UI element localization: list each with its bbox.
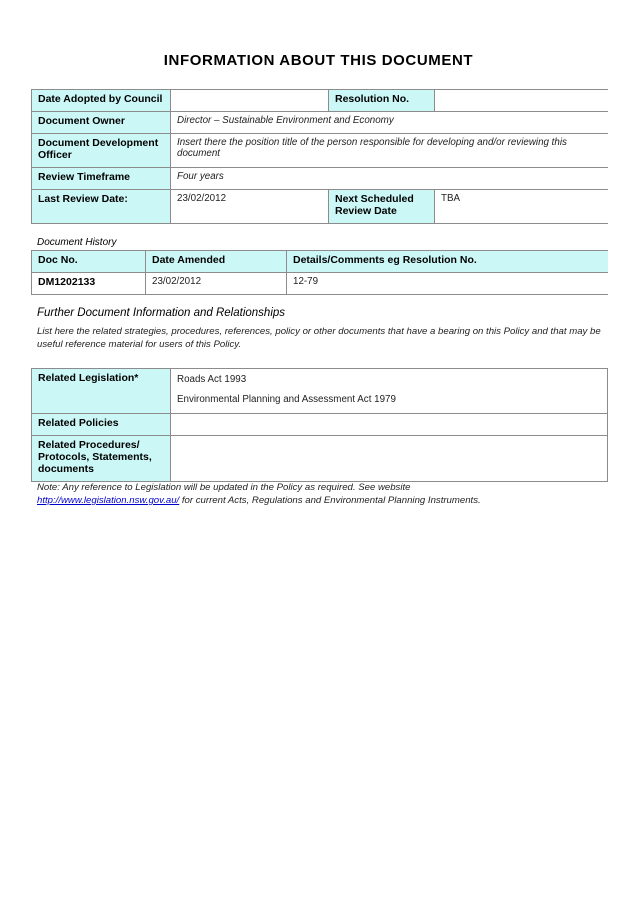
document-info-table [31,89,608,224]
resolution-label: Resolution No. [329,90,435,112]
date-adopted-label: Date Adopted by Council [32,90,171,112]
review-timeframe-label: Review Timeframe [32,168,171,190]
related-legislation-values [171,369,608,414]
owner-label: Document Owner [32,112,171,134]
related-documents-table [31,368,608,482]
history-caption: Document History [37,237,117,248]
legislation-item: Roads Act 1993 [177,374,247,385]
legislation-item: Environmental Planning and Assessment Act 1979 [177,394,396,405]
next-review-value: TBA [435,190,609,224]
document-history-table [31,250,608,295]
history-header-details: Details/Comments eg Resolution No. [287,251,609,273]
owner-value: Director – Sustainable Environment and Economy [171,112,609,134]
resolution-value [435,90,609,112]
dev-officer-value: Insert there the position title of the person responsible for developing and/or reviewing this document [171,134,609,168]
review-timeframe-value: Four years [171,168,609,190]
related-procedures-label: Related Procedures/ Protocols, Statements, documents [32,436,171,482]
note-suffix: for current Acts, Regulations and Environmental Planning Instruments. [179,495,481,506]
history-header-date: Date Amended [146,251,287,273]
related-policies-value [171,414,608,436]
legislation-link[interactable]: http://www.legislation.nsw.gov.au/ [37,495,180,506]
page-title: INFORMATION ABOUT THIS DOCUMENT [163,52,474,69]
history-header-doc-no: Doc No. [32,251,146,273]
related-legislation-label: Related Legislation* [32,369,171,414]
history-details: 12-79 [287,273,609,295]
last-review-label: Last Review Date: [32,190,171,224]
note-prefix: Note: Any reference to Legislation will be updated in the Policy as required. See website [37,482,411,493]
date-adopted-value [171,90,329,112]
related-procedures-value [171,436,608,482]
related-policies-label: Related Policies [32,414,171,436]
dev-officer-label: Document Development Officer [32,134,171,168]
history-doc-no: DM1202133 [32,273,146,295]
table-row [32,273,609,295]
further-info-description: List here the related strategies, procedures, references, policy or other documents that have a bearing on this Policy and that may be useful reference material for users of this Policy. [37,326,601,350]
history-date: 23/02/2012 [146,273,287,295]
next-review-label: Next Scheduled Review Date [329,190,435,224]
last-review-value: 23/02/2012 [171,190,329,224]
further-info-heading: Further Document Information and Relationships [37,307,286,319]
legislation-note [37,481,607,507]
